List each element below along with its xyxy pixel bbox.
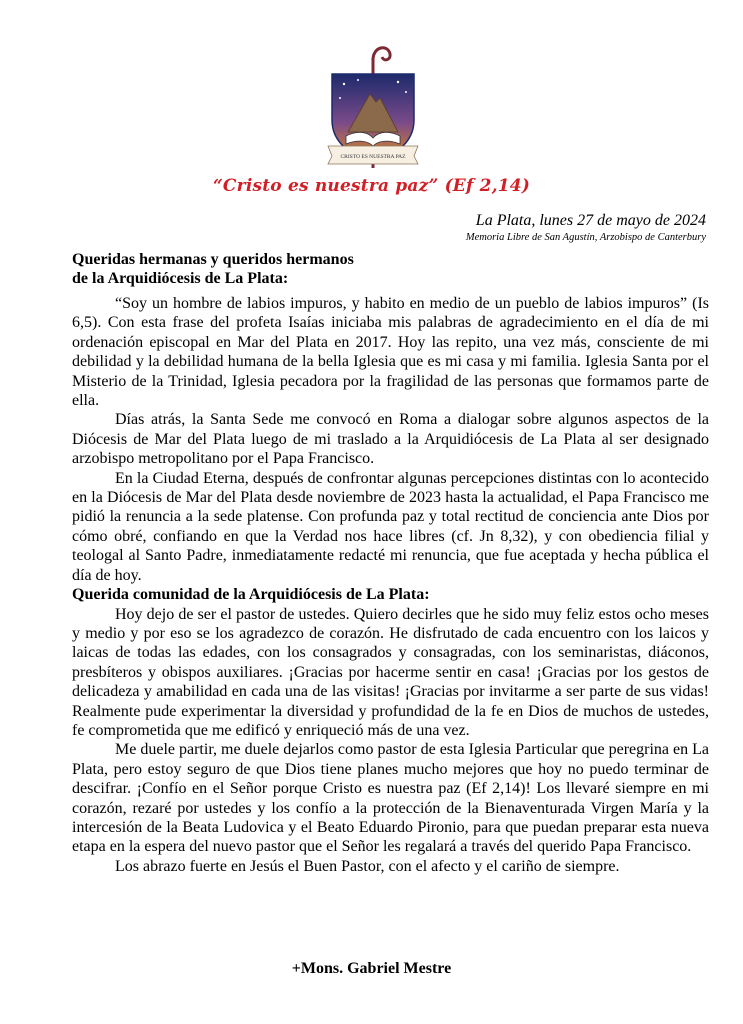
paragraph-6: Los abrazo fuerte en Jesús el Buen Pastor, con el afecto y el cariño de siempre. [115,857,620,875]
signature: +Mons. Gabriel Mestre [291,960,452,977]
liturgical-memorial-line: Memoria Libre de San Agustín, Arzobispo de Canterbury [465,232,706,243]
paragraph-5: Me duele partir, me duele dejarlos como pastor de esta Iglesia Particular que peregrina en La Plata, pero estoy seguro de que Dios tiene planes mucho mejores que hoy no puedo terminar de descifrar. ¡Confío en el Señor porque Cristo es nuestra paz (Ef 2,14)! Los llevaré siempre en mi corazón, rezaré por ustedes y los confío a la protección de la Bienaventurada Virgen María y la intercesión de la Beata Ludovica y el Beato Eduardo Pironio, para que puedan preparar esta nueva etapa en la espera del nuevo pastor que el Señor les regalará a través del querido Papa Francisco. [72,741,709,856]
paragraph-3: En la Ciudad Eterna, después de confrontar algunas percepciones distintas con lo acontecido en la Diócesis de Mar del Plata desde noviembre de 2023 hasta la actualidad, el Papa Francisco me pidió la renuncia a la sede platense. Con profunda paz y total rectitud de conciencia ante Dios por cómo obré, confiando en que la Verdad nos hace libres (cf. Jn 8,32), y con obediencia filial y teologal al Santo Padre, inmediatamente redacté mi renuncia, que fue aceptada y hecha pública el día de hoy. [72,469,709,584]
salutation [72,250,354,288]
salutation-line-2: de la Arquidiócesis de La Plata: [72,270,289,287]
crest-caption: CRISTO ES NUESTRA PAZ [340,154,406,160]
salutation-line-1: Queridas hermanas y queridos hermanos [72,251,354,268]
letter-body [72,294,709,876]
episcopal-motto: “Cristo es nuestra paz” (Ef 2,14) [212,176,531,196]
paragraph-4: Hoy dejo de ser el pastor de ustedes. Quiero decirles que he sido muy feliz estos ocho meses y medio y por eso se los agradezco de corazón. He disfrutado de cada encuentro con los laicos y laicas de todas las edades, con los consagrados y consagradas, con los seminaristas, diáconos, presbíteros y obispos auxiliares. ¡Gracias por hacerme sentir en casa! ¡Gracias por los gestos de delicadeza y amabilidad en cada una de las visitas! ¡Gracias por invitarme a ser parte de sus vidas! Realmente pude experimentar la diversidad y profundidad de la fe en Dios de muchos de ustedes, fe comprometida que me edificó y enriqueció más de una vez. [72,605,709,739]
motto-ribbon [328,146,418,164]
date-line: La Plata, lunes 27 de mayo de 2024 [475,212,706,229]
episcopal-coat-of-arms [318,40,428,170]
paragraph-2: Días atrás, la Santa Sede me convocó en Roma a dialogar sobre algunos aspectos de la Diócesis de Mar del Plata luego de mi traslado a la Arquidiócesis de La Plata al ser designado arzobispo metropolitano por el Papa Francisco. [72,411,709,468]
paragraph-1: “Soy un hombre de labios impuros, y habito en medio de un pueblo de labios impuros” (Is 6,5). Con esta frase del profeta Isaías iniciaba mis palabras de agradecimiento en el día de mi ordenación episcopal en Mar del Plata en 2017. Hoy las repito, una vez más, consciente de mi debilidad y la debilidad humana de la bella Iglesia que es mi casa y mi familia. Iglesia Santa por el Misterio de la Trinidad, Iglesia pecadora por la fragilidad de las personas que formamos parte de ella. [72,295,709,410]
section-heading: Querida comunidad de la Arquidiócesis de La Plata: [72,586,430,604]
